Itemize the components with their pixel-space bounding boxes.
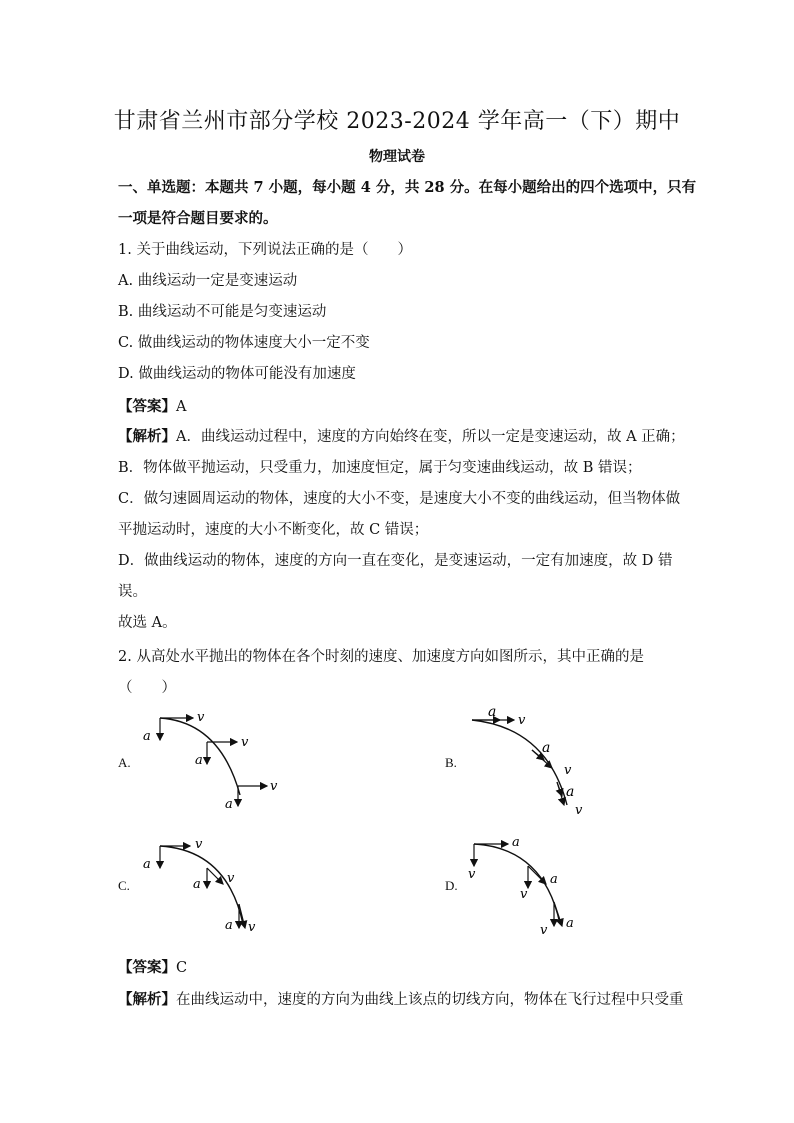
vector-label-a: a bbox=[512, 835, 520, 850]
question-1-answer bbox=[118, 395, 186, 416]
vector-label-a: a bbox=[488, 704, 497, 720]
vector-label-a: a bbox=[195, 753, 203, 768]
question-1-conclusion: 故选 A。 bbox=[118, 615, 177, 631]
question-1-option-d: D. 做曲线运动的物体可能没有加速度 bbox=[118, 366, 356, 382]
analysis-text: 在曲线运动中，速度的方向为曲线上该点的切线方向，物体在飞行过程中只受重 bbox=[176, 992, 684, 1008]
vector-label-v: v bbox=[270, 779, 278, 794]
figure-b bbox=[462, 700, 622, 829]
figure-d bbox=[462, 832, 602, 946]
analysis-text: A．曲线运动过程中，速度的方向始终在变，所以一定是变速运动，故 A 正确； bbox=[176, 429, 685, 445]
vector-label-v: v bbox=[575, 803, 583, 818]
vector-label-a: a bbox=[542, 740, 551, 756]
vector-label-v: v bbox=[540, 923, 548, 938]
question-2-answer bbox=[118, 956, 187, 977]
question-1-analysis-line4: 平抛运动时，速度的大小不断变化，故 C 错误； bbox=[118, 522, 429, 538]
vector-label-a: a bbox=[143, 729, 151, 744]
vector-label-v: v bbox=[518, 713, 526, 728]
figure-c-label: C. bbox=[118, 878, 130, 893]
vector-label-v: v bbox=[195, 837, 203, 852]
vector-label-a: a bbox=[225, 918, 233, 933]
answer-value: C bbox=[176, 960, 188, 976]
vector-label-a: a bbox=[193, 877, 201, 892]
analysis-label: 【解析】 bbox=[118, 991, 176, 1008]
question-2-stem-line1: 2. 从高处水平抛出的物体在各个时刻的速度、加速度方向如图所示，其中正确的是 bbox=[118, 649, 644, 665]
question-1-analysis-line6: 误。 bbox=[118, 584, 147, 600]
vector-label-v: v bbox=[248, 920, 256, 935]
vector-label-a: a bbox=[225, 797, 233, 812]
answer-label: 【答案】 bbox=[118, 398, 176, 415]
question-1-analysis-line5: D．做曲线运动的物体，速度的方向一直在变化，是变速运动，一定有加速度，故 D 错 bbox=[118, 553, 673, 569]
question-1-analysis-line3: C．做匀速圆周运动的物体，速度的大小不变，是速度大小不变的曲线运动，但当物体做 bbox=[118, 491, 681, 507]
figure-a-label: A. bbox=[118, 755, 131, 770]
section-heading-line1: 一、单选题：本题共 7 小题，每小题 4 分，共 28 分。在每小题给出的四个选项中，只有 bbox=[118, 179, 697, 196]
section-heading-line2: 一项是符合题目要求的。 bbox=[118, 210, 278, 227]
question-2-analysis-line1 bbox=[118, 988, 684, 1009]
question-1-stem: 1. 关于曲线运动，下列说法正确的是（ ） bbox=[118, 242, 412, 258]
page-subtitle: 物理试卷 bbox=[369, 149, 425, 165]
vector-label-a: a bbox=[566, 784, 575, 800]
question-2-stem-line2: （ ） bbox=[118, 680, 176, 696]
page-title: 甘肃省兰州市部分学校 2023-2024 学年高一（下）期中 bbox=[113, 109, 681, 134]
vector-label-a: a bbox=[143, 857, 151, 872]
question-1-option-c: C. 做曲线运动的物体速度大小一定不变 bbox=[118, 335, 370, 351]
answer-label: 【答案】 bbox=[118, 959, 176, 976]
vector-label-a: a bbox=[566, 916, 574, 931]
vector-label-v: v bbox=[520, 887, 528, 902]
vector-label-v: v bbox=[564, 763, 572, 778]
answer-value: A bbox=[176, 399, 187, 415]
vector-label-v: v bbox=[197, 710, 205, 725]
figure-a bbox=[135, 700, 295, 819]
analysis-label: 【解析】 bbox=[118, 428, 176, 445]
figure-d-label: D. bbox=[445, 878, 458, 893]
figure-c bbox=[135, 832, 275, 946]
vector-label-v: v bbox=[468, 867, 476, 882]
question-1-option-a: A. 曲线运动一定是变速运动 bbox=[118, 273, 298, 289]
vector-label-v: v bbox=[227, 871, 235, 886]
vector-label-v: v bbox=[241, 735, 249, 750]
question-1-option-b: B. 曲线运动不可能是匀变速运动 bbox=[118, 304, 327, 320]
question-1-analysis-line2: B．物体做平抛运动，只受重力，加速度恒定，属于匀变速曲线运动，故 B 错误； bbox=[118, 460, 642, 476]
question-1-analysis-line1 bbox=[118, 425, 685, 446]
figure-b-label: B. bbox=[445, 755, 457, 770]
vector-label-a: a bbox=[550, 872, 558, 887]
